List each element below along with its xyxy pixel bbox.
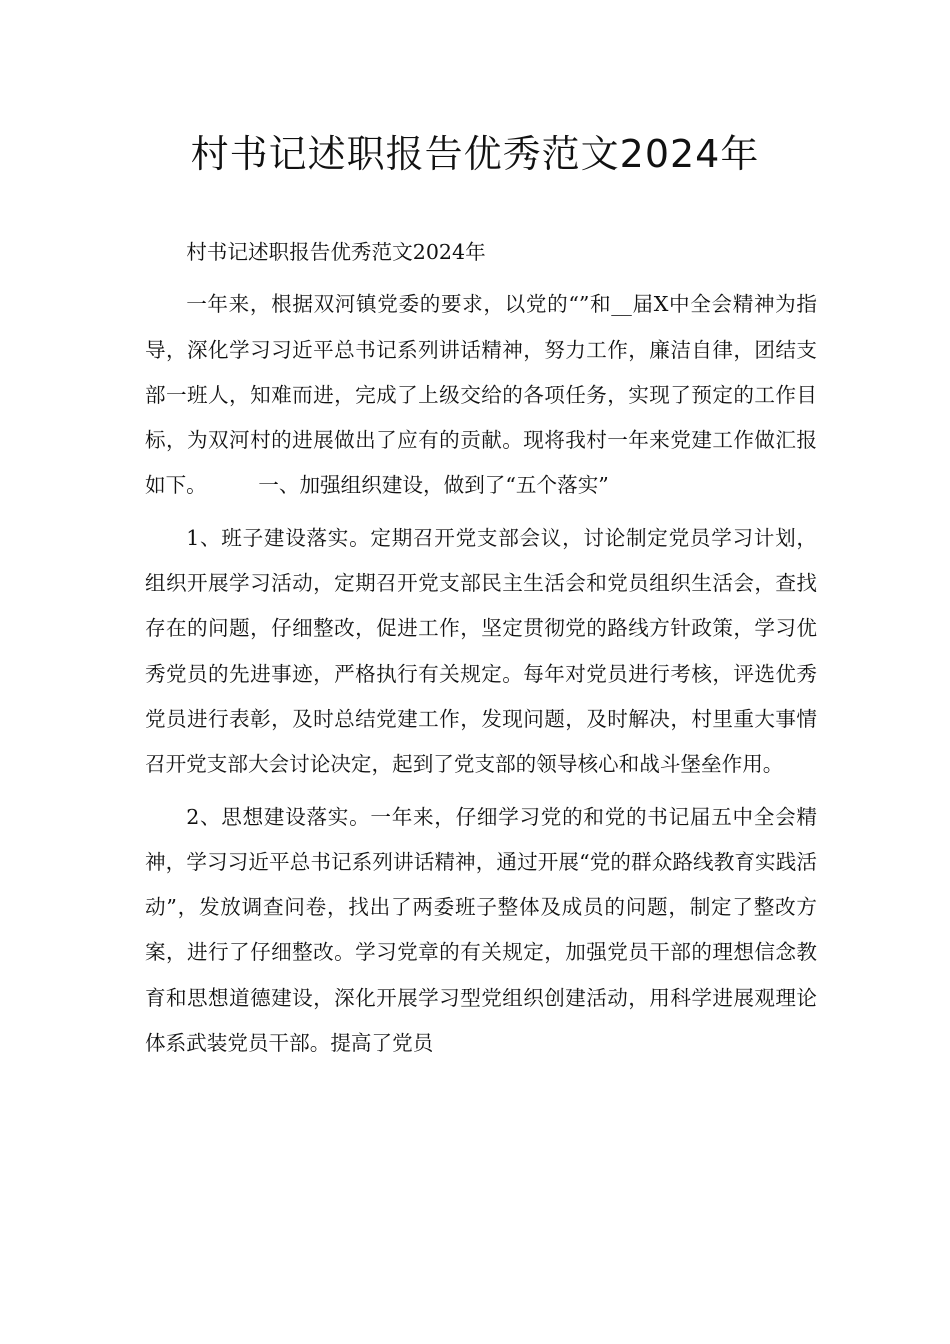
document-body: [145, 230, 817, 1073]
subtitle-paragraph: 村书记述职报告优秀范文2024年: [186, 240, 486, 264]
section-paragraph-2: 2、思想建设落实。一年来，仔细学习党的和党的书记届五中全会精神，学习习近平总书记系列讲话精神，通过开展“党的群众路线教育实践活动”，发放调查问卷，找出了两委班子整体及成员的问题，制定了整改方案，进行了仔细整改。学习党章的有关规定，加强党员干部的理想信念教育和思想道德建设，深化开展学习型党组织创建活动，用科学进展观理论体系武装党员干部。提高了党员: [145, 804, 817, 1056]
section-paragraph-1: 1、班子建设落实。定期召开党支部会议，讨论制定党员学习计划，组织开展学习活动，定期召开党支部民主生活会和党员组织生活会，查找存在的问题，仔细整改，促进工作，坚定贯彻党的路线方针政策，学习优秀党员的先进事迹，严格执行有关规定。每年对党员进行考核，评选优秀党员进行表彰，及时总结党建工作，发现问题，及时解决，村里重大事情召开党支部大会讨论决定，起到了党支部的领导核心和战斗堡垒作用。: [145, 525, 817, 777]
intro-paragraph: 一年来，根据双河镇党委的要求，以党的“”和__届X中全会精神为指导，深化学习习近平总书记系列讲话精神，努力工作，廉洁自律，团结支部一班人，知难而进，完成了上级交给的各项任务，实现了预定的工作目标，为双河村的进展做出了应有的贡献。现将我村一年来党建工作做汇报如下。 一、加强组织建设，做到了“五个落实”: [145, 292, 817, 498]
document-title: 村书记述职报告优秀范文2024年: [190, 132, 760, 176]
